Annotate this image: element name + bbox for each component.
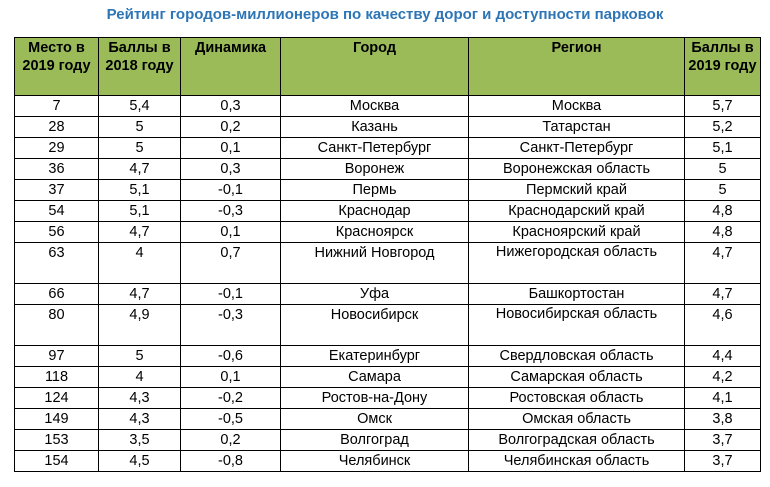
- table-row: [15, 243, 761, 284]
- cell-dynamics: -0,8: [181, 451, 281, 472]
- cell-score-2018: 4: [99, 243, 181, 284]
- table-row: [15, 117, 761, 138]
- cell-score-2019: 3,7: [685, 451, 761, 472]
- table-row: [15, 96, 761, 117]
- cell-region: Ростовская область: [469, 388, 685, 409]
- cell-place: 124: [15, 388, 99, 409]
- cell-dynamics: -0,3: [181, 201, 281, 222]
- cell-score-2019: 5,1: [685, 138, 761, 159]
- cell-region: Самарская область: [469, 367, 685, 388]
- cell-place: 37: [15, 180, 99, 201]
- cell-score-2018: 4,3: [99, 388, 181, 409]
- cell-region: Башкортостан: [469, 284, 685, 305]
- cell-score-2019: 3,7: [685, 430, 761, 451]
- cell-region: Санкт-Петербург: [469, 138, 685, 159]
- column-header-city: Город: [281, 38, 469, 96]
- cell-dynamics: -0,1: [181, 284, 281, 305]
- cell-score-2019: 5,2: [685, 117, 761, 138]
- cell-city: Краснодар: [281, 201, 469, 222]
- cell-region: Краснодарский край: [469, 201, 685, 222]
- cell-score-2018: 4,7: [99, 222, 181, 243]
- cell-score-2018: 4: [99, 367, 181, 388]
- cell-place: 63: [15, 243, 99, 284]
- cell-city: Самара: [281, 367, 469, 388]
- cell-region: Волгоградская область: [469, 430, 685, 451]
- page-title: Рейтинг городов-миллионеров по качеству дорог и доступности парковок: [106, 6, 664, 23]
- cell-city: Уфа: [281, 284, 469, 305]
- cell-score-2018: 4,9: [99, 305, 181, 346]
- cell-region: Пермский край: [469, 180, 685, 201]
- cell-city: Воронеж: [281, 159, 469, 180]
- cell-region: Новосибирская область: [469, 305, 685, 346]
- table-row: [15, 284, 761, 305]
- cell-score-2018: 5: [99, 346, 181, 367]
- cell-score-2019: 5: [685, 159, 761, 180]
- table-row: [15, 159, 761, 180]
- cell-place: 54: [15, 201, 99, 222]
- table-row: [15, 388, 761, 409]
- table-row: [15, 409, 761, 430]
- column-header-region: Регион: [469, 38, 685, 96]
- header-row: [15, 38, 761, 96]
- cell-city: Санкт-Петербург: [281, 138, 469, 159]
- cell-dynamics: -0,1: [181, 180, 281, 201]
- cell-region: Татарстан: [469, 117, 685, 138]
- cell-city: Екатеринбург: [281, 346, 469, 367]
- cell-region: Нижегородская область: [469, 243, 685, 284]
- cell-dynamics: -0,5: [181, 409, 281, 430]
- cell-place: 153: [15, 430, 99, 451]
- cell-dynamics: -0,6: [181, 346, 281, 367]
- cell-score-2018: 4,5: [99, 451, 181, 472]
- cell-city: Казань: [281, 117, 469, 138]
- table-row: [15, 222, 761, 243]
- cell-score-2019: 3,8: [685, 409, 761, 430]
- ratings-table: [14, 37, 761, 472]
- cell-city: Волгоград: [281, 430, 469, 451]
- cell-place: 154: [15, 451, 99, 472]
- cell-dynamics: 0,3: [181, 159, 281, 180]
- cell-score-2018: 3,5: [99, 430, 181, 451]
- cell-dynamics: 0,1: [181, 138, 281, 159]
- table-row: [15, 138, 761, 159]
- cell-city: Омск: [281, 409, 469, 430]
- cell-dynamics: 0,1: [181, 222, 281, 243]
- cell-city: Красноярск: [281, 222, 469, 243]
- cell-score-2019: 4,6: [685, 305, 761, 346]
- cell-city: Челябинск: [281, 451, 469, 472]
- cell-score-2018: 4,7: [99, 159, 181, 180]
- cell-dynamics: 0,2: [181, 117, 281, 138]
- cell-score-2018: 5: [99, 138, 181, 159]
- cell-dynamics: -0,3: [181, 305, 281, 346]
- table-row: [15, 367, 761, 388]
- cell-place: 66: [15, 284, 99, 305]
- cell-city: Пермь: [281, 180, 469, 201]
- cell-region: Омская область: [469, 409, 685, 430]
- table-row: [15, 451, 761, 472]
- column-header-score-2019: Баллы в 2019 году: [685, 38, 761, 96]
- cell-region: Москва: [469, 96, 685, 117]
- cell-dynamics: 0,2: [181, 430, 281, 451]
- cell-score-2018: 4,3: [99, 409, 181, 430]
- cell-place: 36: [15, 159, 99, 180]
- cell-score-2018: 5,1: [99, 201, 181, 222]
- cell-region: Челябинская область: [469, 451, 685, 472]
- cell-city: Новосибирск: [281, 305, 469, 346]
- table-row: [15, 305, 761, 346]
- cell-place: 7: [15, 96, 99, 117]
- cell-city: Ростов-на-Дону: [281, 388, 469, 409]
- cell-place: 80: [15, 305, 99, 346]
- cell-place: 29: [15, 138, 99, 159]
- cell-place: 149: [15, 409, 99, 430]
- column-header-score-2018: Баллы в 2018 году: [99, 38, 181, 96]
- cell-score-2018: 5,1: [99, 180, 181, 201]
- cell-score-2019: 4,8: [685, 222, 761, 243]
- cell-dynamics: 0,3: [181, 96, 281, 117]
- column-header-dynamics: Динамика: [181, 38, 281, 96]
- cell-place: 97: [15, 346, 99, 367]
- cell-region: Воронежская область: [469, 159, 685, 180]
- table-row: [15, 201, 761, 222]
- column-header-place: Место в 2019 году: [15, 38, 99, 96]
- cell-place: 56: [15, 222, 99, 243]
- cell-place: 118: [15, 367, 99, 388]
- table-row: [15, 180, 761, 201]
- cell-dynamics: 0,1: [181, 367, 281, 388]
- cell-score-2018: 4,7: [99, 284, 181, 305]
- cell-score-2019: 5,7: [685, 96, 761, 117]
- cell-score-2019: 5: [685, 180, 761, 201]
- table-row: [15, 430, 761, 451]
- cell-score-2018: 5,4: [99, 96, 181, 117]
- cell-score-2019: 4,7: [685, 243, 761, 284]
- cell-region: Свердловская область: [469, 346, 685, 367]
- cell-region: Красноярский край: [469, 222, 685, 243]
- cell-score-2019: 4,4: [685, 346, 761, 367]
- table-row: [15, 346, 761, 367]
- cell-city: Москва: [281, 96, 469, 117]
- cell-city: Нижний Новгород: [281, 243, 469, 284]
- cell-score-2019: 4,1: [685, 388, 761, 409]
- cell-place: 28: [15, 117, 99, 138]
- cell-score-2019: 4,7: [685, 284, 761, 305]
- cell-score-2019: 4,8: [685, 201, 761, 222]
- cell-score-2019: 4,2: [685, 367, 761, 388]
- cell-score-2018: 5: [99, 117, 181, 138]
- cell-dynamics: -0,2: [181, 388, 281, 409]
- cell-dynamics: 0,7: [181, 243, 281, 284]
